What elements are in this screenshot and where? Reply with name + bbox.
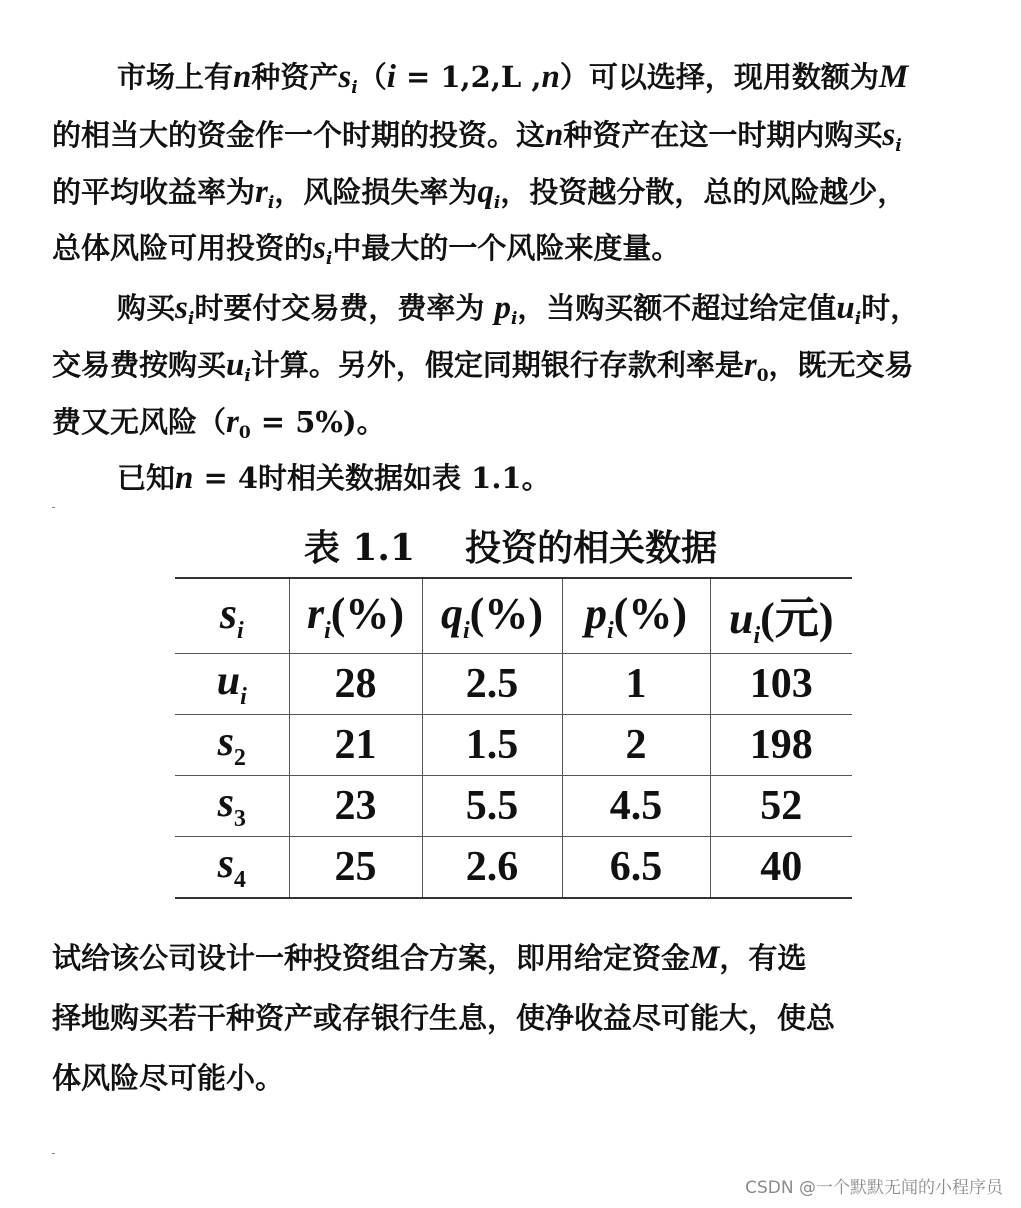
header-q: $q_i(\%)$ [422, 578, 562, 654]
table-caption: 表 1.1 投资的相关数据 [303, 527, 718, 569]
table-row [175, 715, 852, 776]
table-cell: 2.5 [422, 654, 562, 715]
header-p: $p_i(\%)$ [562, 578, 710, 654]
table-cell: 28 [289, 654, 422, 715]
margin-mark [52, 1153, 55, 1154]
table-cell: 6.5 [562, 837, 710, 899]
table-row [175, 776, 852, 837]
para2-line3: 费又无风险$(r_0 = 5\%)$。 [52, 404, 386, 443]
header-s: $s_i$ [175, 578, 289, 654]
table-cell: 198 [710, 715, 852, 776]
para2-line1: 购买$s_i$时要付交易费，费率为 $p_i$，当购买额不超过给定值$u_i$时， [117, 290, 920, 329]
margin-mark [52, 507, 55, 508]
row-label: $u_i$ [175, 654, 289, 715]
data-table [175, 577, 852, 899]
table-cell: 21 [289, 715, 422, 776]
table-cell: 40 [710, 837, 852, 899]
para2-line2: 交易费按购买$u_i$计算。另外，假定同期银行存款利率是$r_0$，既无交易 [52, 347, 914, 386]
table-cell: 2.6 [422, 837, 562, 899]
table-cell: 4.5 [562, 776, 710, 837]
watermark-text: CSDN @一个默默无闻的小程序员 [745, 1178, 1003, 1198]
header-r: $r_i(\%)$ [289, 578, 422, 654]
para1-line1: 市场上有n种资产$s_i(i = 1,2,L$ ,n）可以选择，现用数额为M [117, 59, 909, 98]
table-cell: 25 [289, 837, 422, 899]
para3-line: 已知n = 4时相关数据如表 1.1。 [117, 460, 551, 496]
para4-line2: 择地购买若干种资产或存银行生息，使净收益尽可能大，使总 [52, 1001, 836, 1035]
table-row [175, 837, 852, 899]
para1-line3: 的平均收益率为$r_i$，风险损失率为$q_i$，投资越分散，总的风险越少， [52, 174, 907, 213]
para1-line4: 总体风险可用投资的$s_i$中最大的一个风险来度量。 [52, 230, 681, 269]
table-cell: 52 [710, 776, 852, 837]
row-label: $s_2$ [175, 715, 289, 776]
para1-line2: 的相当大的资金作一个时期的投资。这n种资产在这一时期内购买$s_i$ [52, 117, 902, 156]
table-cell: 103 [710, 654, 852, 715]
table-cell: 1.5 [422, 715, 562, 776]
para4-line1: 试给该公司设计一种投资组合方案，即用给定资金M，有选 [52, 940, 807, 976]
row-label: $s_4$ [217, 841, 246, 893]
para4-line3: 体风险尽可能小。 [52, 1061, 285, 1095]
table-cell: 2 [562, 715, 710, 776]
table-row [175, 654, 852, 715]
table-cell: 5.5 [422, 776, 562, 837]
row-label: $s_3$ [175, 776, 289, 837]
header-u: $u_i$(元) [710, 578, 852, 654]
table-header-row [175, 578, 852, 654]
table-cell: 1 [562, 654, 710, 715]
table-cell: 23 [289, 776, 422, 837]
